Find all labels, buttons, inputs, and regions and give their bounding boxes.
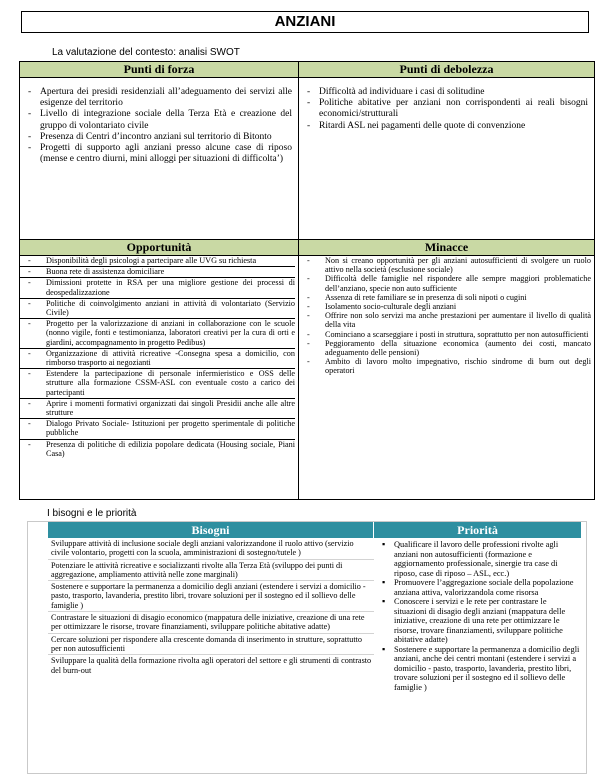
threats-cell: [299, 256, 595, 500]
threats-header: Minacce: [299, 240, 595, 256]
strength-item: - Presenza di Centri d’incontro anziani sul territorio di Bitonto: [26, 132, 292, 143]
needs-section-label: I bisogni e le priorità: [47, 508, 137, 519]
need-item: Sviluppare attività di inclusione sociale degli anziani valorizzandone il ruolo attivo (servizio civile volontario, progetti con la scuola, amministrazioni di sostegno/tutele ): [51, 539, 354, 558]
priority-item: ▪ Sostenere e supportare la permanenza a domicilio degli anziani, anche dei centri montani (estendere i servizi a domicilio - pasto, trasporto, lavanderia, prestito libri, trovare soluzioni per il sostegno ed il sollievo delle famiglie ): [374, 645, 581, 693]
opportunities-cell: [20, 256, 299, 500]
need-item: Sviluppare la qualità della formazione rivolta agli operatori del settore e gli strumenti di contrasto del burn-out: [48, 654, 374, 676]
swot-section-label: La valutazione del contesto: analisi SWOT: [52, 47, 240, 58]
threat-item: - Difficoltà delle famiglie nel rispondere alle sempre maggiori problematiche dell’anziano, specie non auto sufficiente: [299, 274, 591, 292]
weakness-item: - Ritardi ASL nei pagamenti delle quote di convenzione: [305, 121, 588, 132]
needs-header: Bisogni: [48, 522, 373, 538]
needs-priorities-table: [27, 521, 587, 774]
strengths-cell: [20, 78, 299, 240]
opportunity-item: - Politiche di coinvolgimento anziani in attività di volontariato (Servizio Civile): [20, 299, 295, 319]
need-item: Sostenere e supportare la permanenza a domicilio degli anziani (estendere i servizi a domicilio - pasto, trasporto, lavanderia, prestito libri, trovare soluzioni per il sostegno ed il sollievo delle famiglie ): [48, 580, 374, 611]
swot-table: [19, 61, 595, 500]
opportunity-item: - Organizzazione di attività ricreative -Consegna spesa a domicilio, con rimborso trasporto ai negozianti: [20, 349, 295, 369]
strengths-header: Punti di forza: [20, 62, 299, 78]
opportunity-item: - Disponibilità degli psicologi a partecipare alle UVG su richiesta: [20, 256, 295, 267]
priority-item: ▪ Qualificare il lavoro delle professioni rivolte agli anziani non autosufficienti (formazione e aggiornamento professionale, sinergie tra case di riposo, case di riposo – ASL, ecc.): [374, 540, 581, 578]
threat-item: - Assenza di rete familiare se in presenza di soli nipoti o cugini: [299, 293, 591, 302]
threat-item: - Ambito di lavoro molto impegnativo, rischio sindrome di burn out degli operatori: [299, 357, 591, 375]
weakness-item: - Politiche abitative per anziani non corrispondenti ai reali bisogni economici/strutturali: [305, 98, 588, 120]
opportunity-item: - Dialogo Privato Sociale- Istituzioni per progetto sperimentale di politiche pubbliche: [20, 419, 295, 439]
page-title: ANZIANI: [21, 11, 589, 33]
opportunity-item: - Aprire i momenti formativi organizzati dai singoli Presidii anche alle altre strutture: [20, 399, 295, 419]
opportunities-header: Opportunità: [20, 240, 299, 256]
weaknesses-cell: [299, 78, 595, 240]
weaknesses-header: Punti di debolezza: [299, 62, 595, 78]
strength-item: - Progetti di supporto agli anziani presso alcune case di riposo (mense e centro diurni, mini alloggi per situazioni di difficolta’): [26, 143, 292, 165]
need-item: Contrastare le situazioni di disagio economico (mappatura delle iniziative, creazione di una rete per ottimizzare le risorse, trovare finanziamenti, sviluppare politiche abitative adatte): [48, 611, 374, 633]
priorities-column: [374, 538, 581, 692]
threat-item: - Peggioramento della situazione economica (aumento dei costi, mancato adeguamento delle pensioni): [299, 339, 591, 357]
need-item: Potenziare le attività ricreative e socializzanti rivolte alla Terza Età (sviluppo dei punti di aggregazione, ampliamento attività nelle zone marginali): [48, 559, 374, 581]
priority-item: ▪ Promuovere l’aggregazione sociale della popolazione anziana attiva, valorizzandola come risorsa: [374, 578, 581, 597]
opportunity-item: - Progetto per la valorizzazione di anziani in collaborazione con le scuole (nonno vigile, fonti e testimonianza, laboratori creativi per la cura di orti e giardini, accompagnamento in progetto Pedibus): [20, 319, 295, 349]
threat-item: - Offrire non solo servizi ma anche prestazioni per aumentare il livello di qualità della vita: [299, 311, 591, 329]
strength-item: - Apertura dei presidi residenziali all’adeguamento dei servizi alle esigenze del territorio: [26, 87, 292, 109]
threat-item: - Non si creano opportunità per gli anziani autosufficienti di svolgere un ruolo attivo nella società (esclusione sociale): [299, 256, 591, 274]
opportunity-item: - Buona rete di assistenza domiciliare: [20, 267, 295, 278]
threat-item: - Cominciano a scarseggiare i posti in struttura, soprattutto per non autosufficienti: [299, 330, 591, 339]
strength-item: - Livello di integrazione sociale della Terza Età e creazione del gruppo di volontariato civile: [26, 109, 292, 131]
opportunity-item: - Dimissioni protette in RSA per una migliore gestione dei processi di deospedalizzazione: [20, 278, 295, 298]
weakness-item: - Difficoltà ad individuare i casi di solitudine: [305, 87, 588, 98]
priority-item: ▪ Conoscere i servizi e le rete per contrastare le situazioni di disagio degli anziani (mappatura delle iniziative, creazione di una rete per ottimizzare le risorse, trovare finanziamenti, sviluppare politiche abitative adatte): [374, 597, 581, 645]
needs-column: [48, 538, 374, 676]
opportunity-item: - Estendere la partecipazione di personale infermieristico e OSS delle strutture alla formazione CSSM-ASL con eventuale costo a carico dei partecipanti: [20, 369, 295, 399]
opportunity-item: - Presenza di politiche di edilizia popolare dedicata (Housing sociale, Piani Casa): [20, 440, 295, 459]
need-item: Cercare soluzioni per rispondere alla crescente domanda di inserimento in strutture, soprattutto per non autosufficienti: [48, 633, 374, 655]
threat-item: - Isolamento socio-culturale degli anziani: [299, 302, 591, 311]
priorities-header: Priorità: [374, 522, 581, 538]
